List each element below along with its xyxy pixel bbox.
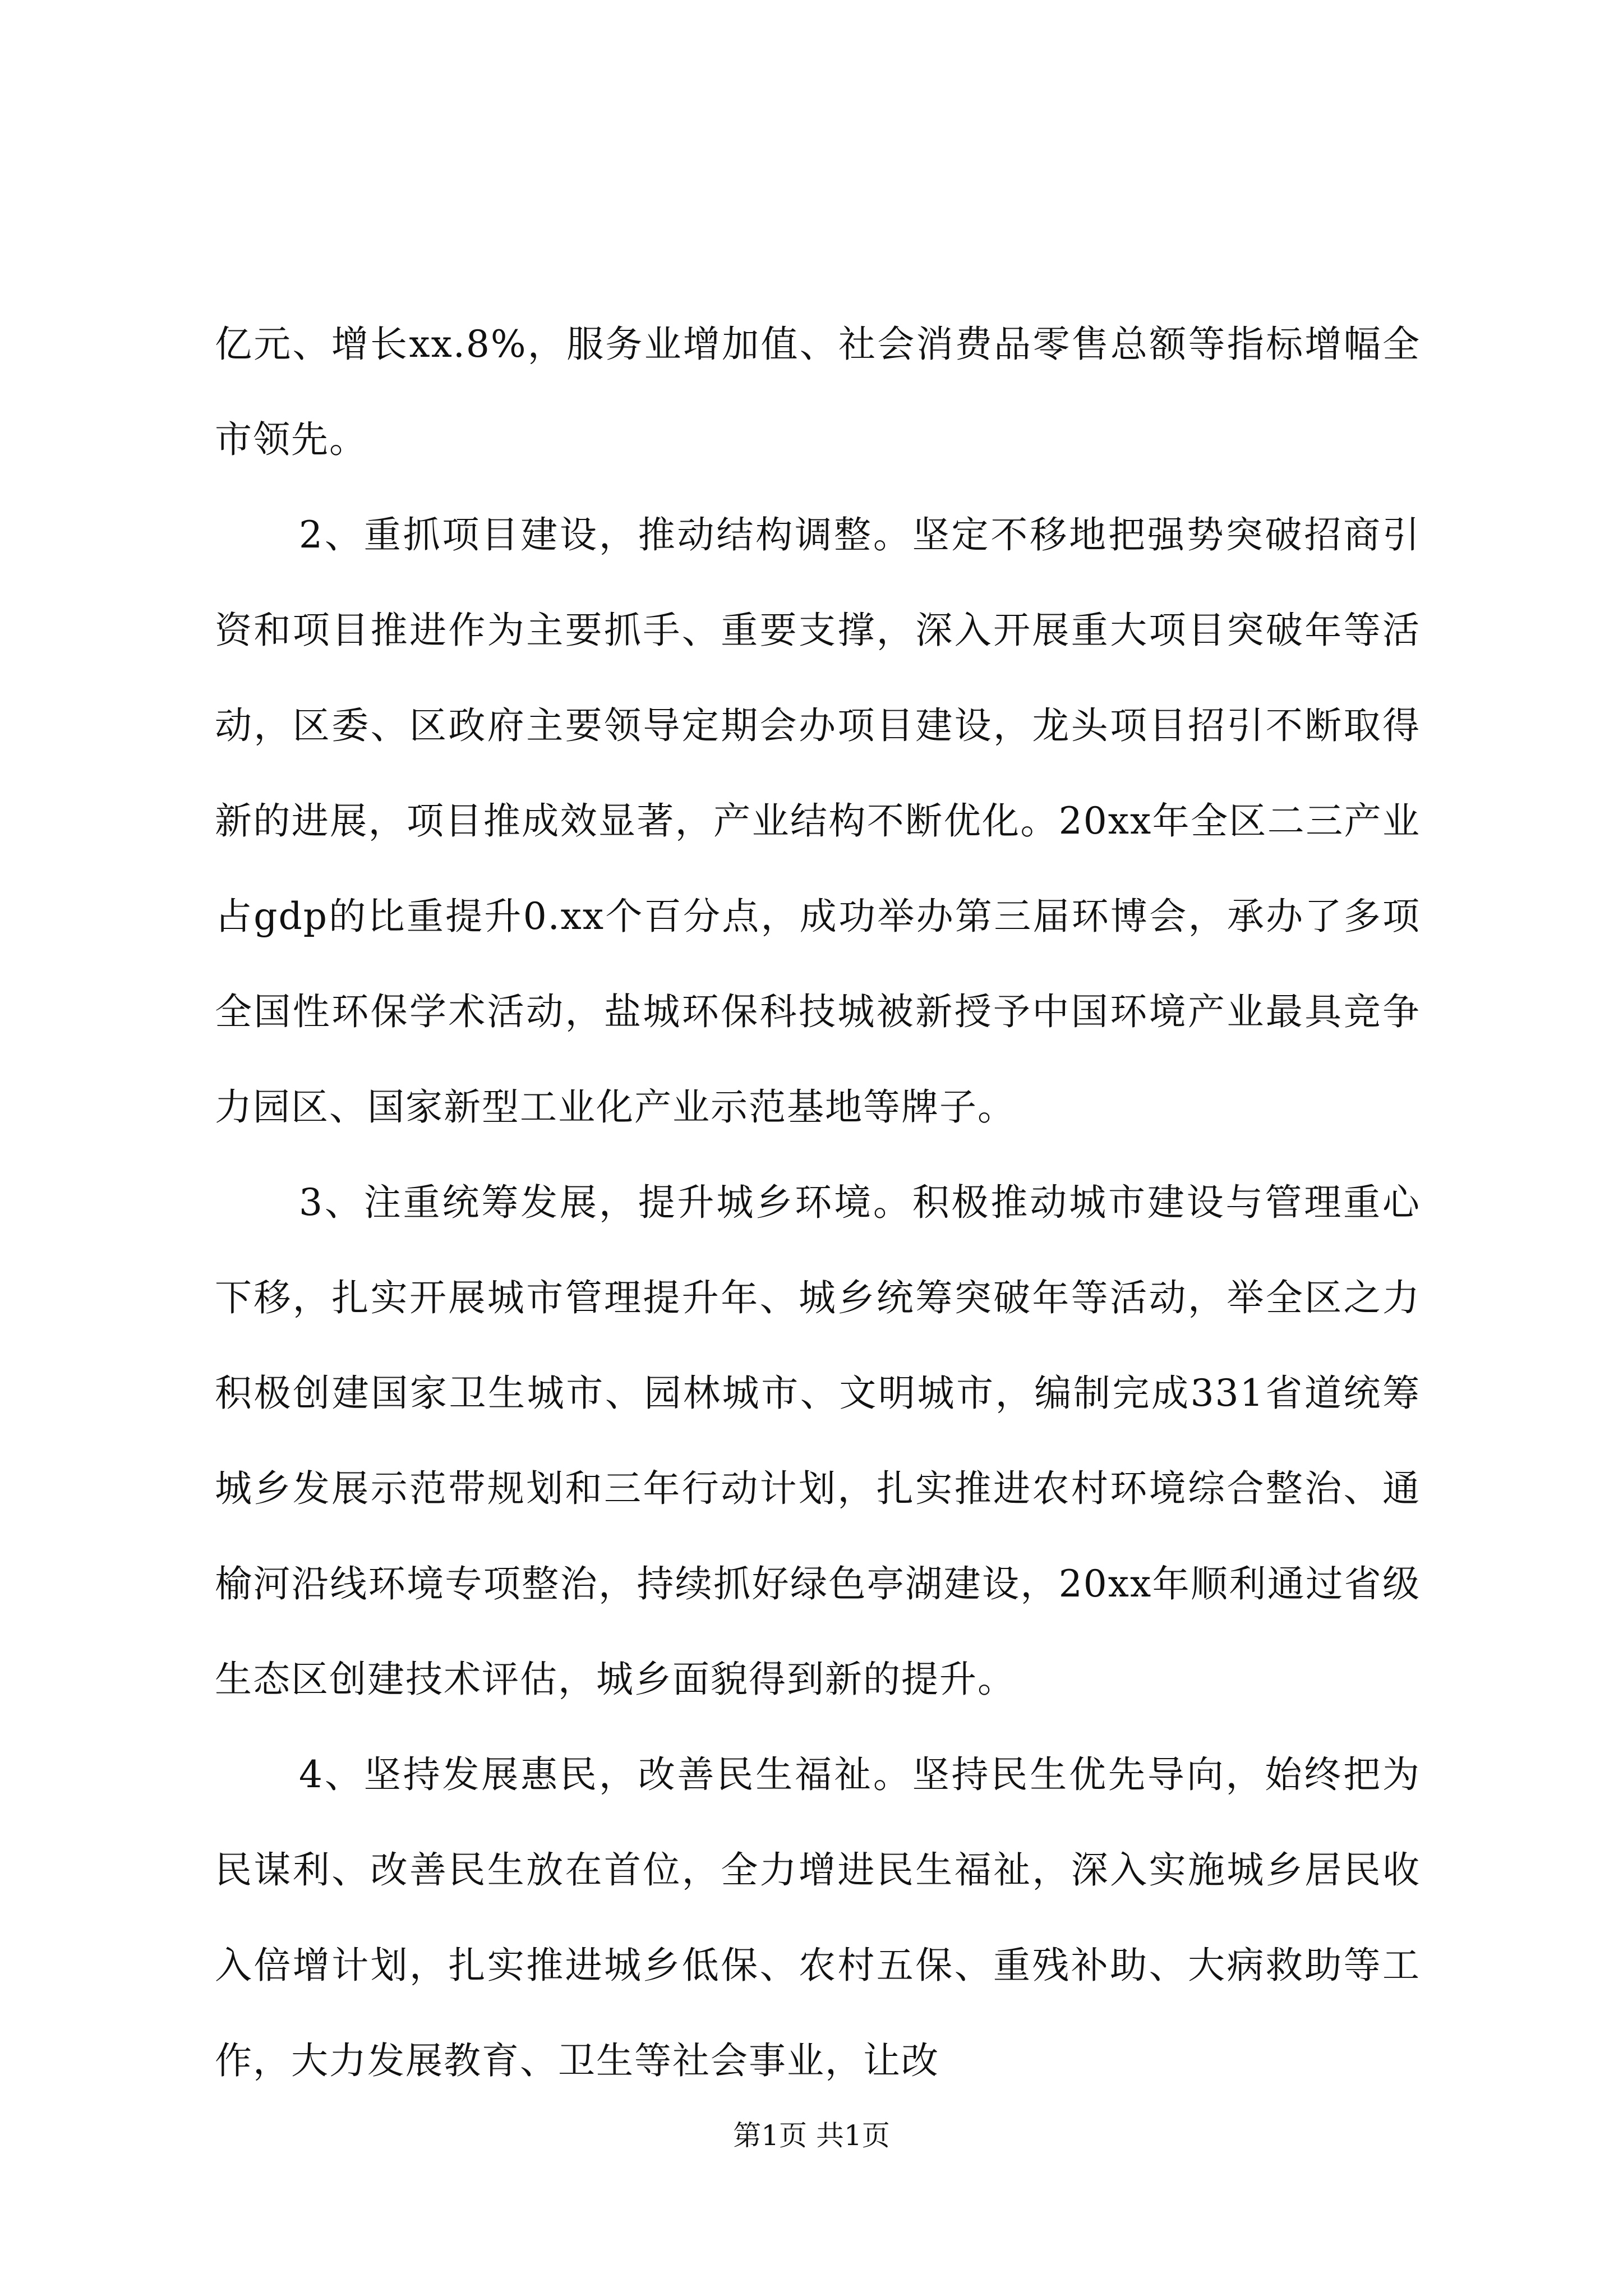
paragraph-1: 亿元、增长xx.8%，服务业增加值、社会消费品零售总额等指标增幅全市领先。 — [215, 323, 1421, 461]
paragraph-2: 2、重抓项目建设，推动结构调整。坚定不移地把强势突破招商引资和项目推进作为主要抓手、重要支撑，深入开展重大项目突破年等活动，区委、区政府主要领导定期会办项目建设，龙头项目招引不断取得新的进展，项目推成效显著，产业结构不断优化。20xx年全区二三产业占gdp的比重提升0.xx个百分点，成功举办第三届环博会，承办了多项全国性环保学术活动，盐城环保科技城被新授予中国环境产业最具竞争力园区、国家新型工业化产业示范基地等牌子。 — [215, 513, 1421, 1129]
page-footer: 第1页 共1页 — [733, 2119, 890, 2152]
document-body — [215, 297, 1421, 2109]
paragraph-3: 3、注重统筹发展，提升城乡环境。积极推动城市建设与管理重心下移，扎实开展城市管理提升年、城乡统筹突破年等活动，举全区之力积极创建国家卫生城市、园林城市、文明城市，编制完成331省道统筹城乡发展示范带规划和三年行动计划，扎实推进农村环境综合整治、通榆河沿线环境专项整治，持续抓好绿色亭湖建设，20xx年顺利通过省级生态区创建技术评估，城乡面貌得到新的提升。 — [215, 1181, 1421, 1701]
paragraph-4: 4、坚持发展惠民，改善民生福祉。坚持民生优先导向，始终把为民谋利、改善民生放在首位，全力增进民生福祉，深入实施城乡居民收入倍增计划，扎实推进城乡低保、农村五保、重残补助、大病救助等工作，大力发展教育、卫生等社会事业，让改 — [215, 1753, 1421, 2082]
